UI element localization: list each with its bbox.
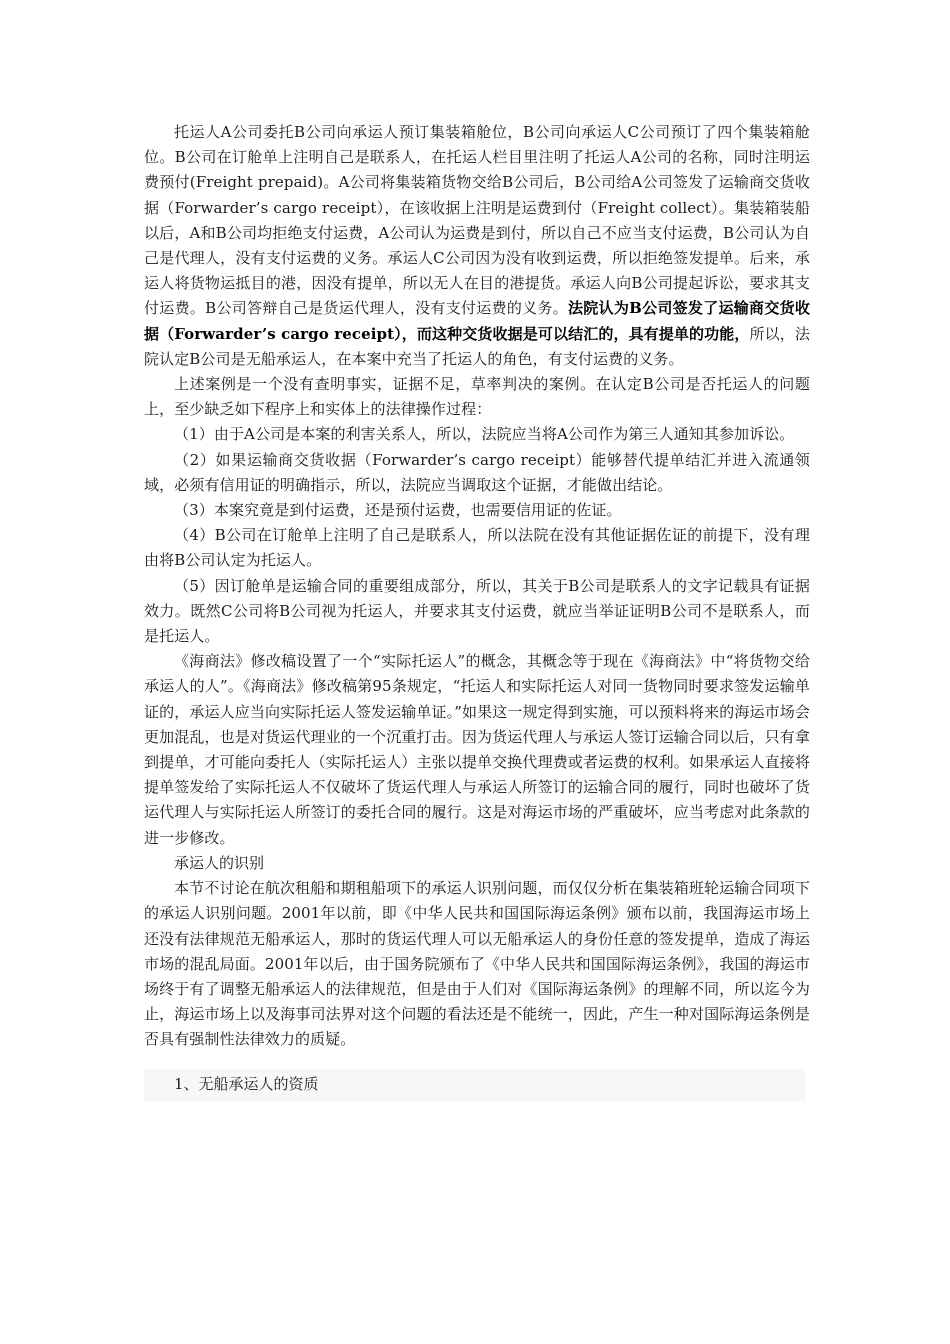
carrier-identification-heading: 承运人的识别 — [174, 853, 265, 872]
point-5-paragraph: （5）因订舱单是运输合同的重要组成部分，所以，其关于B公司是联系人的文字记载具有证据效力。既然C公司将B公司视为托运人，并要求其支付运费，就应当举证证明B公司不是联系人，而是托运人。 — [144, 576, 810, 646]
maritime-law-draft-paragraph: 《海商法》修改稿设置了一个“实际托运人”的概念，其概念等于现在《海商法》中“将货物交给承运人的人”。《海商法》修改稿第95条规定，“托运人和实际托运人对同一货物同时要求签发运输单证的，承运人应当向实际托运人签发运输单证。”如果这一规定得到实施，可以预料将来的海运市场会更加混乱，也是对货运代理业的一个沉重打击。因为货运代理人与承运人签订运输合同以后，只有拿到提单，才可能向委托人（实际托运人）主张以提单交换代理费或者运费的权利。如果承运人直接将提单签发给了实际托运人不仅破坏了货运代理人与承运人所签订的运输合同的履行，同时也破坏了货运代理人与实际托运人所签订的委托合同的履行。这是对海运市场的严重破坏，应当考虑对此条款的进一步修改。 — [144, 652, 810, 847]
court-finding-bold: 法院认为B公司签发了运输商交货收据（Forwarder’s cargo receipt），而这种交货收据是可以结汇的，具有提单的功能， — [144, 299, 811, 343]
carrier-identification-paragraph: 本节不讨论在航次租船和期租船项下的承运人识别问题，而仅仅分析在集装箱班轮运输合同项下的承运人识别问题。2001年以前，即《中华人民共和国国际海运条例》颁布以前，我国海运市场上还没有法律规范无船承运人，那时的货运代理人可以无船承运人的身份任意的签发提单，造成了海运市场的混乱局面。2001年以后，由于国务院颁布了《中华人民共和国国际海运条例》，我国的海运市场终于有了调整无船承运人的法律规范，但是由于人们对《国际海运条例》的理解不同，所以迄今为止，海运市场上以及海事司法界对这个问题的看法还是不能统一，因此，产生一种对国际海运条例是否具有强制性法律效力的质疑。 — [144, 879, 810, 1049]
point-1-paragraph: （1）由于A公司是本案的利害关系人，所以，法院应当将A公司作为第三人通知其参加诉讼。 — [174, 425, 795, 444]
point-3-paragraph: （3）本案究竟是到付运费，还是预付运费，也需要信用证的佐证。 — [174, 501, 622, 520]
case-tail: 所以，法院认定B公司是无船承运人，在本案中充当了托运人的角色，有支付运费的义务。 — [144, 324, 810, 368]
point-2-paragraph: （2）如果运输商交货收据（Forwarder’s cargo receipt）能够替代提单结汇并进入流通领域，必须有信用证的明确指示，所以，法院应当调取这个证据，才能做出结论。 — [144, 450, 810, 494]
case-paragraph — [144, 120, 810, 372]
section-title-nvocc-qualification: 1、无船承运人的资质 — [144, 1069, 806, 1101]
point-4-paragraph: （4）B公司在订舱单上注明了自己是联系人，所以法院在没有其他证据佐证的前提下，没有理由将B公司认定为托运人。 — [144, 526, 810, 570]
case-text: 托运人A公司委托B公司向承运人预订集装箱舱位，B公司向承运人C公司预订了四个集装箱舱位。B公司在订舱单上注明自己是联系人，在托运人栏目里注明了托运人A公司的名称，同时注明运费预付(Freight prepaid)。A公司将集装箱货物交给B公司后，B公司给A公司签发了运输商交货收据（Forwarder’s cargo receipt），在该收据上注明是运费到付（Freight collect）。集装箱装船以后，A和B公司均拒绝支付运费，A公司认为运费是到付，所以自己不应当支付运费，B公司认为自己是代理人，没有支付运费的义务。承运人C公司因为没有收到运费，所以拒绝签发提单。后来，承运人将货物运抵目的港，因没有提单，所以无人在目的港提货。承运人向B公司提起诉讼，要求其支付运费。B公司答辩自己是货运代理人，没有支付运费的义务。 — [144, 123, 810, 318]
case-comment-paragraph: 上述案例是一个没有查明事实，证据不足，草率判决的案例。在认定B公司是否托运人的问题上，至少缺乏如下程序上和实体上的法律操作过程： — [144, 375, 810, 419]
document-page — [144, 120, 810, 1101]
